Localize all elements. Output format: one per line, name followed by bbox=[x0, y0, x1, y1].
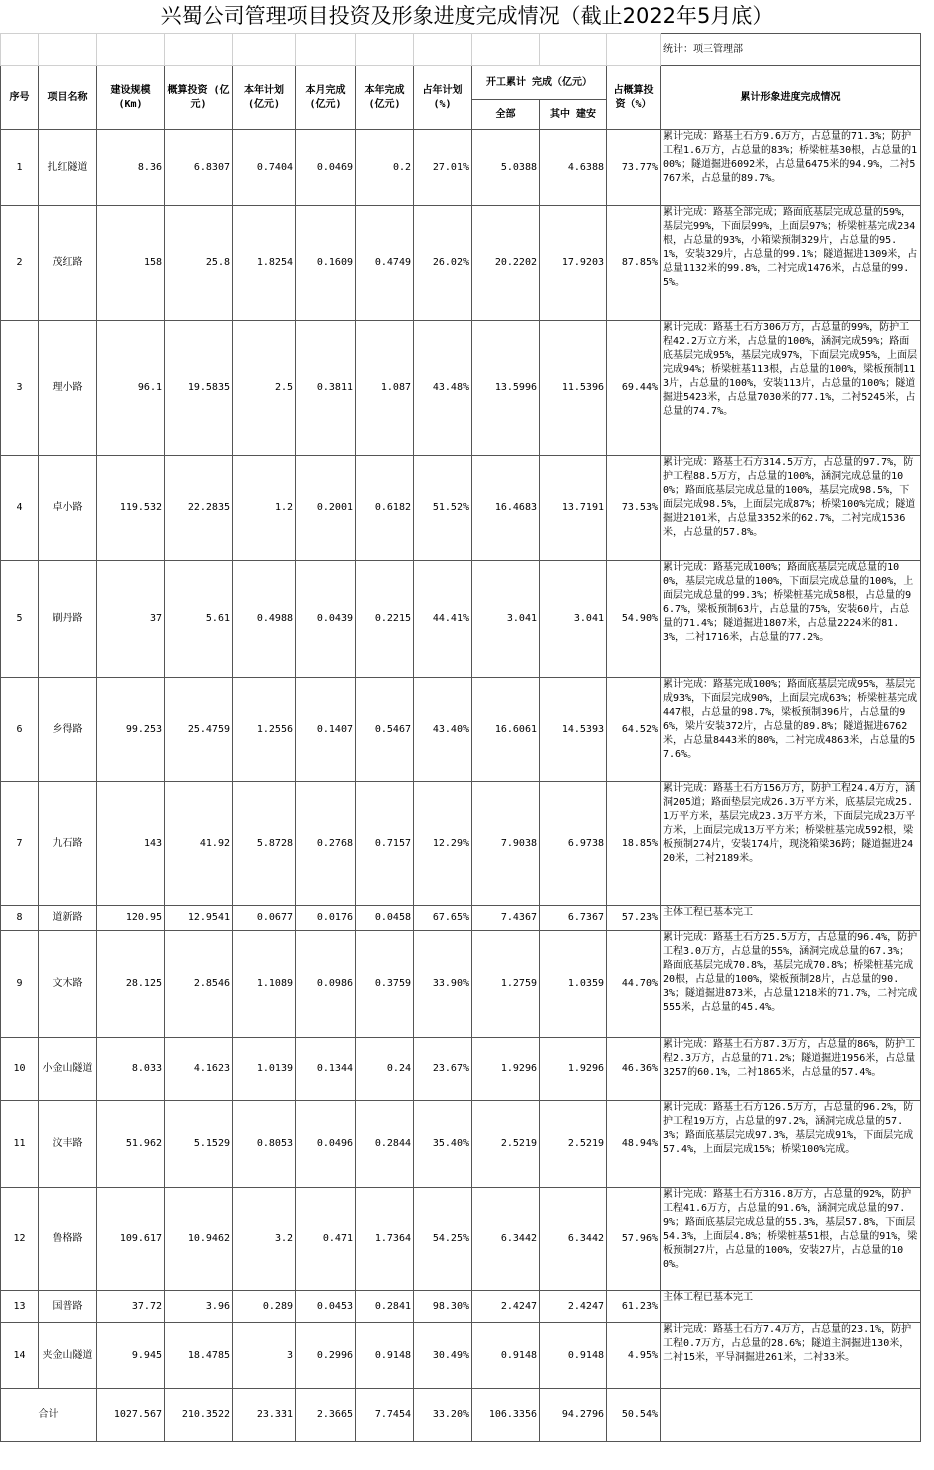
total-year: 7.7454 bbox=[356, 1389, 414, 1442]
total-cum-all: 106.3356 bbox=[472, 1389, 540, 1442]
cell-progress: 累计完成：路基土石方87.3万方，占总量的86%，防护工程2.3万方，占总量的71.2%；隧道掘进1956米，占总量3257的60.1%，二衬1865米，占总量的57.4%。 bbox=[661, 1038, 921, 1101]
cell-year: 0.7157 bbox=[356, 782, 414, 906]
cell-month: 0.0176 bbox=[296, 906, 356, 931]
cell-seq: 12 bbox=[1, 1188, 39, 1291]
header-cum-all: 全部 bbox=[472, 100, 540, 130]
header-year: 本年完成 (亿元) bbox=[356, 66, 414, 130]
cell-name: 汶丰路 bbox=[39, 1101, 97, 1188]
total-label: 合计 bbox=[1, 1389, 97, 1442]
cell-pct: 33.90% bbox=[414, 931, 472, 1038]
cell-name: 扎红隧道 bbox=[39, 130, 97, 206]
cell-name: 小金山隧道 bbox=[39, 1038, 97, 1101]
total-plan: 23.331 bbox=[233, 1389, 296, 1442]
table-row bbox=[1, 561, 921, 678]
cell-budget: 3.96 bbox=[165, 1291, 233, 1323]
cell-scale: 28.125 bbox=[97, 931, 165, 1038]
cell-progress: 累计完成：路基完成100%；路面底基层完成95%，基层完成93%，下面层完成90%，上面层完成63%；桥梁桩基完成447根，占总量的98.7%，梁板预制396片，占总量的96%，梁片安装372片，占总量的89.8%；隧道掘进6762米，占总量8443米的80%，二衬完成4863米，占总量的57.6%。 bbox=[661, 678, 921, 782]
cell-month: 0.0453 bbox=[296, 1291, 356, 1323]
cell-scale: 120.95 bbox=[97, 906, 165, 931]
cell-plan: 0.4988 bbox=[233, 561, 296, 678]
total-scale: 1027.567 bbox=[97, 1389, 165, 1442]
table-row bbox=[1, 1188, 921, 1291]
cell-budget: 19.5835 bbox=[165, 321, 233, 456]
cell-cum-build: 3.041 bbox=[540, 561, 607, 678]
cell-scale: 158 bbox=[97, 206, 165, 321]
cell-year: 1.7364 bbox=[356, 1188, 414, 1291]
cell-budget-pct: 87.85% bbox=[607, 206, 661, 321]
header-budget-pct: 占概算投资（%） bbox=[607, 66, 661, 130]
cell-seq: 1 bbox=[1, 130, 39, 206]
total-pct: 33.20% bbox=[414, 1389, 472, 1442]
cell-progress: 主体工程已基本完工 bbox=[661, 1291, 921, 1323]
cell-progress: 累计完成：路基土石方126.5万方，占总量的96.2%，防护工程19万方，占总量的97.2%，涵洞完成总量的57.3%；路面底基层完成97.3%，基层完成91%，下面层完成57.4%，上面层完成15%；桥梁100%完成。 bbox=[661, 1101, 921, 1188]
stat-label: 统计：项三管理部 bbox=[661, 34, 921, 66]
cell-budget-pct: 44.70% bbox=[607, 931, 661, 1038]
cell-seq: 7 bbox=[1, 782, 39, 906]
cell-pct: 51.52% bbox=[414, 456, 472, 561]
cell-seq: 9 bbox=[1, 931, 39, 1038]
table-row bbox=[1, 130, 921, 206]
cell-scale: 109.617 bbox=[97, 1188, 165, 1291]
cell-progress: 累计完成：路基完成100%；路面底基层完成总量的100%，基层完成总量的100%，下面层完成总量的100%，上面层完成总量的99.3%；桥梁桩基完成58根，占总量的96.7%，梁板预制63片，占总量的75%，安装60片，占总量的71.4%；隧道掘进1807米，占总量2224米的81.3%，二衬1716米，占总量的77.2%。 bbox=[661, 561, 921, 678]
cell-cum-build: 4.6388 bbox=[540, 130, 607, 206]
cell-cum-all: 2.5219 bbox=[472, 1101, 540, 1188]
cell-cum-build: 13.7191 bbox=[540, 456, 607, 561]
cell-plan: 0.7404 bbox=[233, 130, 296, 206]
total-month: 2.3665 bbox=[296, 1389, 356, 1442]
cell-month: 0.0496 bbox=[296, 1101, 356, 1188]
cell-budget-pct: 48.94% bbox=[607, 1101, 661, 1188]
cell-scale: 143 bbox=[97, 782, 165, 906]
cell-progress: 累计完成：路基土石方25.5万方，占总量的96.4%，防护工程3.0万方，占总量的55%，涵洞完成总量的67.3%；路面底基层完成70.8%，基层完成70.8%；桥梁桩基完成20根，占总量的100%，梁板预制28片，占总量的90.3%；隧道掘进873米，占总量1218米的71.7%，二衬完成555米，占总量的45.4%。 bbox=[661, 931, 921, 1038]
cell-seq: 10 bbox=[1, 1038, 39, 1101]
cell-seq: 8 bbox=[1, 906, 39, 931]
cell-pct: 35.40% bbox=[414, 1101, 472, 1188]
cell-seq: 11 bbox=[1, 1101, 39, 1188]
cell-cum-build: 0.9148 bbox=[540, 1323, 607, 1389]
cell-cum-all: 1.9296 bbox=[472, 1038, 540, 1101]
cell-scale: 51.962 bbox=[97, 1101, 165, 1188]
cell-pct: 67.65% bbox=[414, 906, 472, 931]
cell-name: 茂红路 bbox=[39, 206, 97, 321]
cell-month: 0.2768 bbox=[296, 782, 356, 906]
header-name: 项目名称 bbox=[39, 66, 97, 130]
cell-progress: 主体工程已基本完工 bbox=[661, 906, 921, 931]
cell-cum-all: 5.0388 bbox=[472, 130, 540, 206]
cell-budget-pct: 4.95% bbox=[607, 1323, 661, 1389]
cell-scale: 8.36 bbox=[97, 130, 165, 206]
cell-month: 0.471 bbox=[296, 1188, 356, 1291]
header-cumulative: 开工累计 完成（亿元） bbox=[472, 66, 607, 100]
cell-progress: 累计完成：路基土石方306万方，占总量的99%，防护工程42.2万立方米，占总量的100%，涵洞完成59%；路面底基层完成95%，基层完成97%，下面层完成95%，上面层完成94%；桥梁桩基113根，占总量的100%，梁板预制113片，占总量的100%，安装113片，占总量的100%；隧道掘进5423米，占总量7030米的77.1%，二衬5245米，占总量的74.7%。 bbox=[661, 321, 921, 456]
cell-name: 刷丹路 bbox=[39, 561, 97, 678]
cell-budget-pct: 54.90% bbox=[607, 561, 661, 678]
cell-budget: 4.1623 bbox=[165, 1038, 233, 1101]
cell-month: 0.0986 bbox=[296, 931, 356, 1038]
cell-plan: 1.2 bbox=[233, 456, 296, 561]
cell-budget-pct: 46.36% bbox=[607, 1038, 661, 1101]
cell-plan: 2.5 bbox=[233, 321, 296, 456]
cell-year: 0.4749 bbox=[356, 206, 414, 321]
cell-month: 0.1407 bbox=[296, 678, 356, 782]
stat-row bbox=[1, 34, 921, 66]
cell-name: 卓小路 bbox=[39, 456, 97, 561]
cell-year: 0.0458 bbox=[356, 906, 414, 931]
cell-name: 文木路 bbox=[39, 931, 97, 1038]
cell-month: 0.3811 bbox=[296, 321, 356, 456]
cell-budget-pct: 57.23% bbox=[607, 906, 661, 931]
cell-month: 0.2996 bbox=[296, 1323, 356, 1389]
cell-progress: 累计完成：路基土石方9.6万方，占总量的71.3%；防护工程1.6万方，占总量的83%；桥梁桩基30根，占总量的100%；隧道掘进6092米，占总量6475米的94.9%，二衬5767米，占总量的89.7%。 bbox=[661, 130, 921, 206]
cell-pct: 98.30% bbox=[414, 1291, 472, 1323]
cell-cum-all: 2.4247 bbox=[472, 1291, 540, 1323]
cell-cum-all: 16.6061 bbox=[472, 678, 540, 782]
cell-progress: 累计完成：路基土石方314.5万方，占总量的97.7%，防护工程88.5万方，占总量的100%，涵洞完成总量的100%；路面底基层完成总量的100%，基层完成98.5%，下面层完成98.5%，上面层完成87%；桥梁100%完成；隧道掘进2101米，占总量3352米的62.7%，二衬完成1536米，占总量的57.8%。 bbox=[661, 456, 921, 561]
cell-cum-all: 20.2202 bbox=[472, 206, 540, 321]
cell-budget-pct: 18.85% bbox=[607, 782, 661, 906]
table-row bbox=[1, 1291, 921, 1323]
cell-year: 0.6182 bbox=[356, 456, 414, 561]
cell-month: 0.0439 bbox=[296, 561, 356, 678]
cell-plan: 5.8728 bbox=[233, 782, 296, 906]
cell-cum-all: 7.9038 bbox=[472, 782, 540, 906]
cell-cum-build: 6.9738 bbox=[540, 782, 607, 906]
cell-progress: 累计完成：路基土石方316.8万方，占总量的92%，防护工程41.6万方，占总量的91.6%，涵洞完成总量的97.9%；路面底基层完成总量的55.3%，基层57.8%，下面层54.3%，上面层4.8%；桥梁桩基51根，占总量的91%，梁板预制27片，占总量的100%，安装27片，占总量的100%。 bbox=[661, 1188, 921, 1291]
cell-month: 0.1609 bbox=[296, 206, 356, 321]
cell-month: 0.0469 bbox=[296, 130, 356, 206]
cell-cum-all: 7.4367 bbox=[472, 906, 540, 931]
cell-budget: 5.61 bbox=[165, 561, 233, 678]
cell-cum-all: 3.041 bbox=[472, 561, 540, 678]
cell-plan: 1.0139 bbox=[233, 1038, 296, 1101]
cell-name: 理小路 bbox=[39, 321, 97, 456]
cell-plan: 1.2556 bbox=[233, 678, 296, 782]
cell-budget-pct: 69.44% bbox=[607, 321, 661, 456]
table-row bbox=[1, 456, 921, 561]
cell-cum-all: 13.5996 bbox=[472, 321, 540, 456]
page-title: 兴蜀公司管理项目投资及形象进度完成情况（截止2022年5月底） bbox=[160, 4, 774, 28]
total-budget-pct: 50.54% bbox=[607, 1389, 661, 1442]
cell-year: 0.24 bbox=[356, 1038, 414, 1101]
table-row bbox=[1, 782, 921, 906]
cell-cum-all: 0.9148 bbox=[472, 1323, 540, 1389]
table-row bbox=[1, 931, 921, 1038]
table-row bbox=[1, 1101, 921, 1188]
cell-cum-all: 1.2759 bbox=[472, 931, 540, 1038]
cell-plan: 1.8254 bbox=[233, 206, 296, 321]
header-budget: 概算投资 (亿元) bbox=[165, 66, 233, 130]
cell-budget: 2.8546 bbox=[165, 931, 233, 1038]
cell-budget-pct: 73.77% bbox=[607, 130, 661, 206]
cell-plan: 0.0677 bbox=[233, 906, 296, 931]
cell-month: 0.1344 bbox=[296, 1038, 356, 1101]
cell-budget-pct: 64.52% bbox=[607, 678, 661, 782]
cell-scale: 37 bbox=[97, 561, 165, 678]
cell-year: 1.087 bbox=[356, 321, 414, 456]
total-progress bbox=[661, 1389, 921, 1442]
total-row bbox=[1, 1389, 921, 1442]
cell-budget: 25.4759 bbox=[165, 678, 233, 782]
cell-name: 夹金山隧道 bbox=[39, 1323, 97, 1389]
cell-pct: 12.29% bbox=[414, 782, 472, 906]
cell-scale: 99.253 bbox=[97, 678, 165, 782]
cell-budget: 25.8 bbox=[165, 206, 233, 321]
header-progress: 累计形象进度完成情况 bbox=[661, 66, 921, 130]
header-pct: 占年计划 (%) bbox=[414, 66, 472, 130]
table-row bbox=[1, 321, 921, 456]
total-budget: 210.3522 bbox=[165, 1389, 233, 1442]
cell-cum-all: 6.3442 bbox=[472, 1188, 540, 1291]
cell-cum-all: 16.4683 bbox=[472, 456, 540, 561]
cell-year: 0.3759 bbox=[356, 931, 414, 1038]
cell-budget-pct: 61.23% bbox=[607, 1291, 661, 1323]
cell-plan: 0.289 bbox=[233, 1291, 296, 1323]
cell-cum-build: 6.7367 bbox=[540, 906, 607, 931]
cell-year: 0.2841 bbox=[356, 1291, 414, 1323]
cell-pct: 44.41% bbox=[414, 561, 472, 678]
cell-budget: 22.2835 bbox=[165, 456, 233, 561]
cell-budget: 10.9462 bbox=[165, 1188, 233, 1291]
cell-pct: 30.49% bbox=[414, 1323, 472, 1389]
cell-cum-build: 14.5393 bbox=[540, 678, 607, 782]
cell-cum-build: 6.3442 bbox=[540, 1188, 607, 1291]
cell-seq: 14 bbox=[1, 1323, 39, 1389]
cell-plan: 0.8053 bbox=[233, 1101, 296, 1188]
cell-plan: 1.1089 bbox=[233, 931, 296, 1038]
cell-cum-build: 17.9203 bbox=[540, 206, 607, 321]
cell-budget: 41.92 bbox=[165, 782, 233, 906]
cell-year: 0.2 bbox=[356, 130, 414, 206]
cell-seq: 3 bbox=[1, 321, 39, 456]
cell-year: 0.9148 bbox=[356, 1323, 414, 1389]
cell-budget-pct: 57.96% bbox=[607, 1188, 661, 1291]
cell-name: 九石路 bbox=[39, 782, 97, 906]
table-row bbox=[1, 206, 921, 321]
cell-seq: 13 bbox=[1, 1291, 39, 1323]
cell-pct: 27.01% bbox=[414, 130, 472, 206]
cell-progress: 累计完成：路基土石方7.4万方，占总量的23.1%，防护工程0.7万方，占总量的28.6%；隧道主洞掘进130米，二衬15米，平导洞掘进261米，二衬33米。 bbox=[661, 1323, 921, 1389]
cell-plan: 3 bbox=[233, 1323, 296, 1389]
cell-name: 乡得路 bbox=[39, 678, 97, 782]
header-row bbox=[1, 66, 921, 100]
cell-year: 0.2844 bbox=[356, 1101, 414, 1188]
cell-seq: 5 bbox=[1, 561, 39, 678]
cell-year: 0.2215 bbox=[356, 561, 414, 678]
cell-seq: 2 bbox=[1, 206, 39, 321]
table-row bbox=[1, 1323, 921, 1389]
cell-year: 0.5467 bbox=[356, 678, 414, 782]
cell-budget: 12.9541 bbox=[165, 906, 233, 931]
cell-cum-build: 2.4247 bbox=[540, 1291, 607, 1323]
cell-scale: 9.945 bbox=[97, 1323, 165, 1389]
cell-cum-build: 11.5396 bbox=[540, 321, 607, 456]
header-cum-build: 其中 建安 bbox=[540, 100, 607, 130]
cell-seq: 6 bbox=[1, 678, 39, 782]
cell-budget: 6.8307 bbox=[165, 130, 233, 206]
cell-month: 0.2001 bbox=[296, 456, 356, 561]
table-row bbox=[1, 906, 921, 931]
cell-scale: 96.1 bbox=[97, 321, 165, 456]
cell-progress: 累计完成：路基全部完成；路面底基层完成总量的59%，基层完99%，下面层99%，上面层97%；桥梁桩基完成234根，占总量的93%，小箱梁预制329片，占总量的95.1%，安装329片，占总量的99.1%；隧道掘进1309米，占总量1132米的99.8%，二衬完成1476米，占总量的99.5%。 bbox=[661, 206, 921, 321]
cell-budget: 5.1529 bbox=[165, 1101, 233, 1188]
total-cum-build: 94.2796 bbox=[540, 1389, 607, 1442]
header-seq: 序号 bbox=[1, 66, 39, 130]
cell-budget: 18.4785 bbox=[165, 1323, 233, 1389]
cell-scale: 8.033 bbox=[97, 1038, 165, 1101]
cell-cum-build: 2.5219 bbox=[540, 1101, 607, 1188]
header-plan: 本年计划 (亿元) bbox=[233, 66, 296, 130]
cell-name: 道新路 bbox=[39, 906, 97, 931]
cell-pct: 43.48% bbox=[414, 321, 472, 456]
cell-cum-build: 1.9296 bbox=[540, 1038, 607, 1101]
cell-pct: 43.40% bbox=[414, 678, 472, 782]
cell-cum-build: 1.0359 bbox=[540, 931, 607, 1038]
cell-budget-pct: 73.53% bbox=[607, 456, 661, 561]
cell-name: 鲁格路 bbox=[39, 1188, 97, 1291]
cell-seq: 4 bbox=[1, 456, 39, 561]
cell-scale: 37.72 bbox=[97, 1291, 165, 1323]
cell-plan: 3.2 bbox=[233, 1188, 296, 1291]
table-row bbox=[1, 678, 921, 782]
header-month: 本月完成 (亿元) bbox=[296, 66, 356, 130]
cell-scale: 119.532 bbox=[97, 456, 165, 561]
cell-pct: 54.25% bbox=[414, 1188, 472, 1291]
cell-pct: 23.67% bbox=[414, 1038, 472, 1101]
cell-progress: 累计完成：路基土石方156万方，防护工程24.4万方，涵洞205道；路面垫层完成26.3万平方米，底基层完成25.1万平方米，基层完成23.3万平方米，下面层完成23万平方米，上面层完成13万平方米；桥梁桩基完成592根，梁板预制274片，安装174片，现浇箱梁36跨；隧道掘进2420米，二衬2189米。 bbox=[661, 782, 921, 906]
cell-name: 国普路 bbox=[39, 1291, 97, 1323]
header-scale: 建设规模 (Km) bbox=[97, 66, 165, 130]
cell-pct: 26.02% bbox=[414, 206, 472, 321]
table-row bbox=[1, 1038, 921, 1101]
progress-table bbox=[0, 33, 921, 1442]
